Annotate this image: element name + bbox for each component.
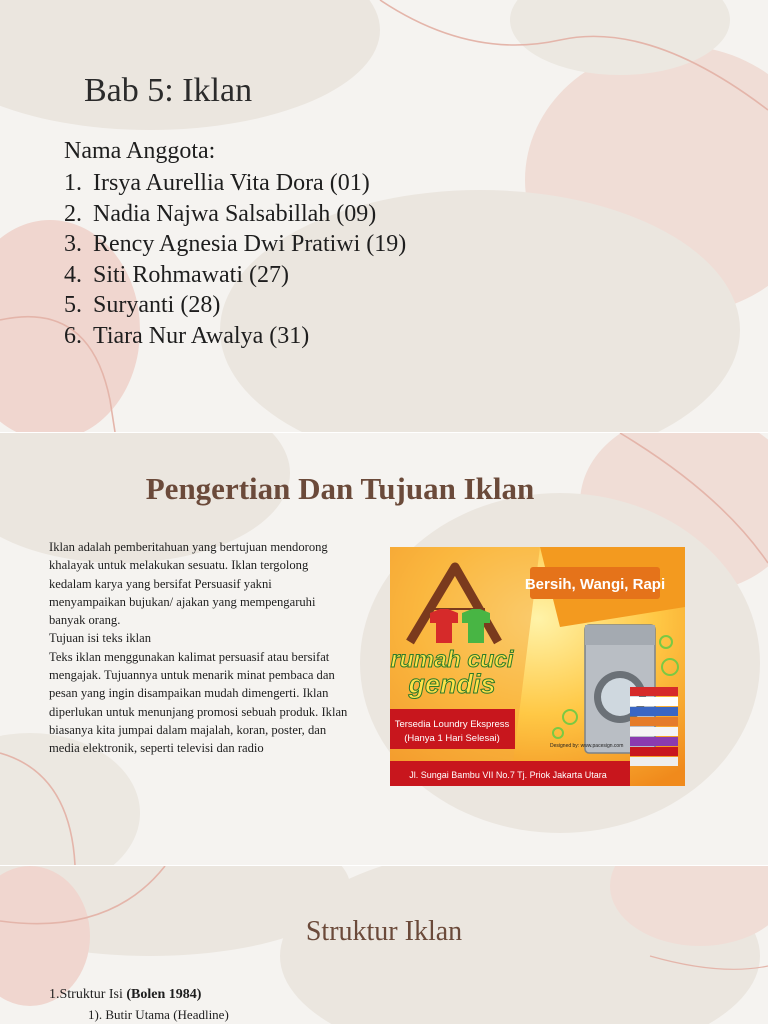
ad-service-line2: (Hanya 1 Hari Selesai) — [404, 733, 500, 744]
list-item: 4. Siti Rohmawati (27) — [64, 261, 289, 288]
structure-subitem: 1). Butir Utama (Headline) — [88, 1007, 229, 1022]
ad-service-line1: Tersedia Loundry Ekspress — [394, 719, 510, 730]
ad-brand-line2: gendis — [408, 669, 496, 699]
paragraph: Teks iklan menggunakan kalimat persuasif atau bersifat mengajak. Tujuannya untuk menarik minat pembaca dan pesan yang ingin disampaikan mudah dimengerti. Iklan diperlukan untuk menunjang promosi sebuah produk. Iklan biasanya kita jumpai dalam majalah, koran, poster, dan media elektronik, seperti televisi dan radio — [49, 649, 348, 756]
list-item: 6. Tiara Nur Awalya (31) — [64, 322, 310, 349]
list-item: 5. Suryanti (28) — [64, 292, 221, 319]
slide-structure — [0, 866, 768, 1024]
slide-title-text: Pengertian Dan Tujuan Iklan — [145, 471, 535, 506]
ad-address: Jl. Sungai Bambu VII No.7 Tj. Priok Jakarta Utara — [409, 770, 607, 780]
slide-definition — [0, 433, 768, 865]
ad-brand-line1: rumah cuci — [390, 646, 514, 672]
paragraph: Iklan adalah pemberitahuan yang bertujuan mendorong khalayak untuk melakukan sesuatu. Iklan tergolong kedalam karya yang bersifat Persuasif yakni menyampaikan bujukan/ ajakan yang mempengaruhi banyak orang. — [49, 540, 328, 628]
definition-text — [49, 538, 349, 758]
list-item: 3. Rency Agnesia Dwi Pratiwi (19) — [64, 231, 407, 258]
slide-title-text: Bab 5: Iklan — [84, 72, 253, 109]
list-item: 1. Irsya Aurellia Vita Dora (01) — [64, 170, 370, 196]
ad-designer-credit: Designed by: www.pacesign.com — [550, 743, 624, 749]
structure-item: 1.Struktur Isi (Bolen 1984) — [49, 987, 202, 1002]
list-item: 2. Nadia Najwa Salsabillah (09) — [64, 200, 377, 227]
slide-title-text: Struktur Iklan — [305, 916, 463, 947]
slide-title — [0, 0, 768, 432]
laundry-ad-image — [390, 547, 685, 786]
ad-slogan: Bersih, Wangi, Rapi — [524, 576, 666, 593]
members-list — [64, 168, 406, 352]
paragraph: Tujuan isi teks iklan — [49, 631, 152, 646]
members-label: Nama Anggota: — [64, 138, 216, 164]
